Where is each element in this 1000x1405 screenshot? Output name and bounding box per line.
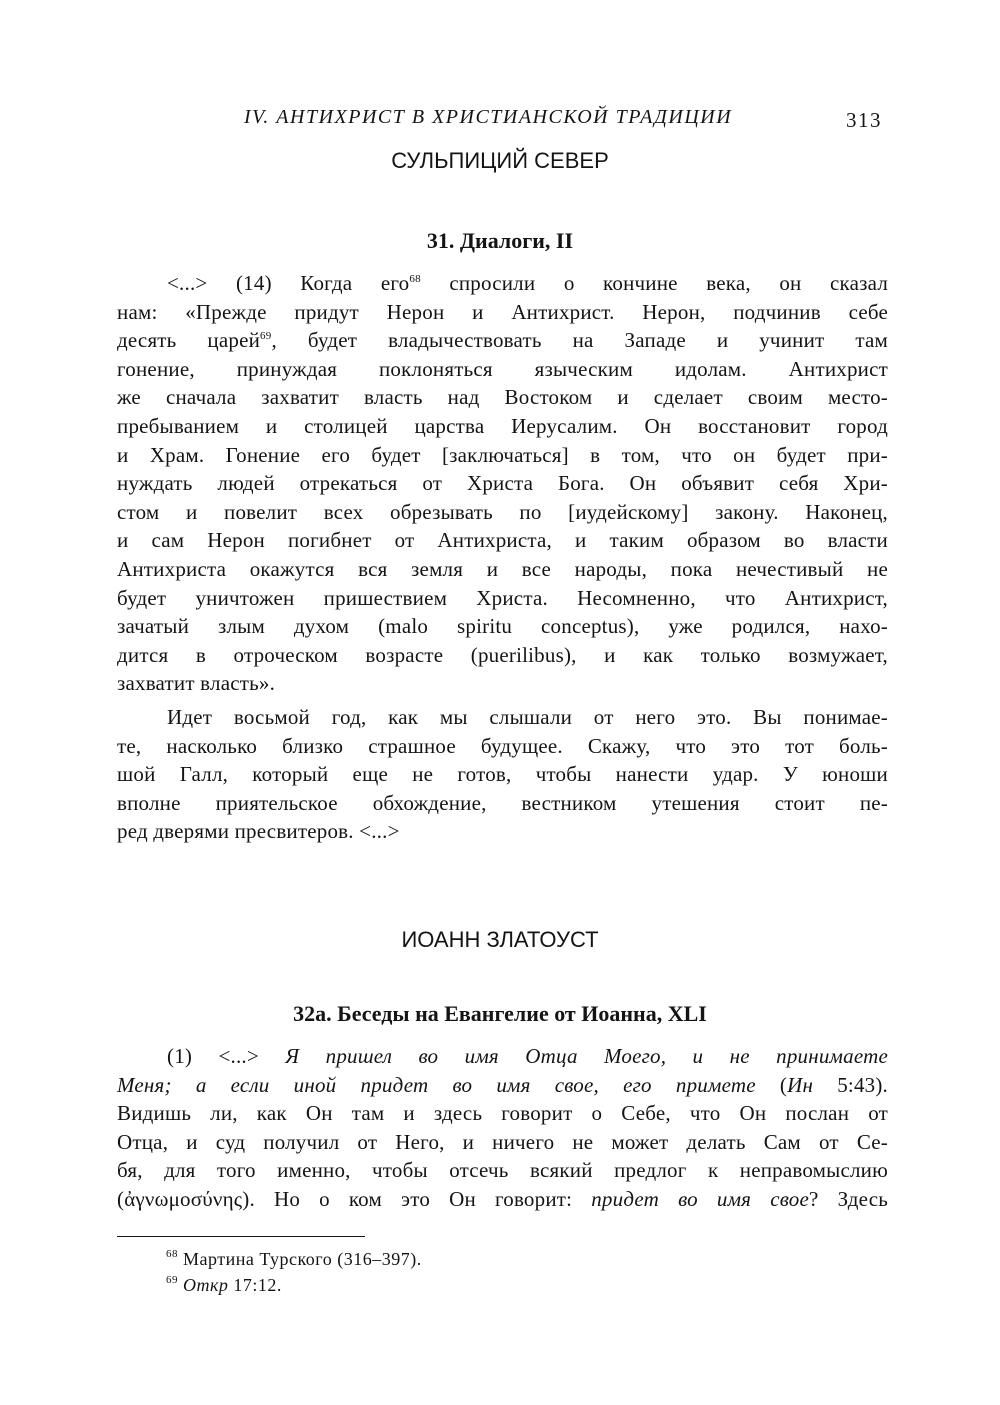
text-line: нуждать людей отрекаться от Христа Бога. Он объявит себя Хри-: [117, 471, 888, 496]
text-line: бя, для того именно, чтобы отсечь всякий предлог к неправомыслию: [117, 1158, 888, 1183]
text-line: и Храм. Гонение его будет [заключаться] в том, что он будет при-: [117, 442, 888, 467]
text-line: стом и повелит всех обрезывать по [иудейскому] закону. Наконец,: [117, 499, 888, 524]
text-line: (ἀγνωμοσύνης). Но о ком это Он говорит: придет во имя свое? Здесь: [117, 1186, 888, 1211]
text-line: Отца, и суд получил от Него, и ничего не может делать Сам от Се-: [117, 1129, 888, 1154]
text-line: десять царей$^{69}$, будет владычествовать на Западе и учинит там: [117, 328, 888, 353]
section-2-text: [117, 1042, 888, 1214]
author-heading-chrysostom: ИОАНН ЗЛАТОУСТ: [401, 927, 599, 952]
section-1-text: [117, 269, 888, 698]
work-heading-dialogues: 31. Диалоги, II: [426, 228, 574, 253]
footnote-68: $^{68}$ Мартина Турского (316–397).: [166, 1248, 422, 1269]
footnote-divider: [117, 1236, 365, 1237]
text-line: те, насколько близко страшное будущее. Скажу, что это тот боль-: [117, 733, 888, 758]
text-line: и сам Нерон погибнет от Антихриста, и таким образом во власти: [117, 528, 888, 553]
text-line: будет уничтожен пришествием Христа. Несомненно, что Антихрист,: [117, 585, 888, 610]
text-line: захватит власть».: [117, 671, 276, 696]
text-line: же сначала захватит власть над Востоком и сделает своим место-: [117, 385, 888, 410]
section-1-paragraph-2: [117, 703, 888, 846]
text-line: гонение, принуждая поклоняться языческим идолам. Антихрист: [117, 356, 888, 381]
text-line: (1) <...> Я пришел во имя Отца Моего, и не принимаете: [167, 1044, 888, 1068]
text-line: <...> (14) Когда его$^{68}$ спросили о кончине века, он сказал: [167, 271, 889, 295]
text-line: Меня; а если иной придет во имя свое, его примете (Ин 5:43).: [117, 1072, 888, 1097]
author-heading-sulpicius: СУЛЬПИЦИЙ СЕВЕР: [391, 148, 609, 173]
page-number: 313: [846, 108, 882, 132]
text-line: Идет восьмой год, как мы слышали от него это. Вы понимае-: [167, 705, 888, 729]
footnotes: [166, 1246, 422, 1298]
text-line: зачатый злым духом (malo spiritu conceptus), уже родился, нахо-: [117, 614, 888, 639]
text-line: Видишь ли, как Он там и здесь говорит о Себе, что Он послан от: [117, 1101, 888, 1126]
footnote-ref: 68: [409, 273, 421, 285]
footnote-ref: 69: [260, 330, 272, 343]
text-line: дится в отроческом возрасте (puerilibus), и как только возмужает,: [117, 642, 888, 667]
text-line: Антихриста окажутся вся земля и все народы, пока нечестивый не: [117, 556, 888, 581]
text-line: вполне приятельское обхождение, вестником утешения стоит пе-: [117, 790, 888, 815]
work-heading-homilies: 32a. Беседы на Евангелие от Иоанна, XLI: [293, 1001, 707, 1026]
text-line: пребыванием и столицей царства Иерусалим. Он восстановит город: [117, 413, 888, 438]
text-line: ред дверями пресвитеров. <...>: [117, 819, 400, 844]
text-line: нам: «Прежде придут Нерон и Антихрист. Нерон, подчинив себе: [117, 299, 888, 324]
footnote-69: $^{69}$ Откр 17:12.: [166, 1274, 282, 1295]
text-line: шой Галл, который еще не готов, чтобы нанести удар. У юноши: [117, 762, 888, 787]
running-title: IV. АНТИХРИСТ В ХРИСТИАНСКОЙ ТРАДИЦИИ: [244, 106, 733, 128]
